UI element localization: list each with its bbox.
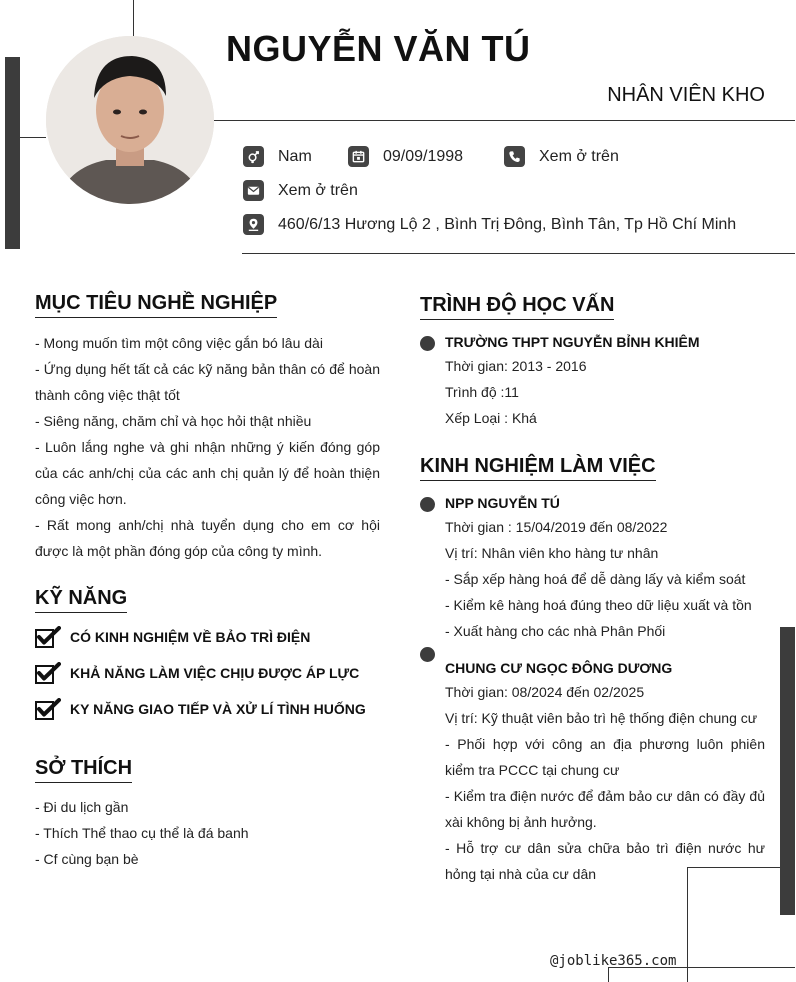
header-divider [214,120,795,121]
education-details [445,353,775,431]
calendar-icon [348,146,369,167]
top-vertical-line [133,0,134,36]
hobby-item: - Thích Thể thao cụ thể là đá banh [35,825,249,841]
right-accent-bar [780,627,795,915]
job-line: - Kiểm kê hàng hoá đúng theo dữ liệu xuất và tồn [445,597,752,613]
skill-item [35,698,366,720]
left-accent-bar [5,57,20,249]
objective-item: - Luôn lắng nghe và ghi nhận những ý kiến đóng góp của các anh/chị của các anh chị quản lý để hoàn thiện công việc hơn. [35,439,380,507]
education-time: Thời gian: 2013 - 2016 [445,358,587,374]
candidate-name: NGUYỄN VĂN TÚ [226,28,531,69]
phone-value: Xem ở trên [539,147,619,165]
hobby-item: - Đi du lịch gần [35,799,129,815]
contact-divider [242,253,795,254]
skill-label: KHẢ NĂNG LÀM VIỆC CHỊU ĐƯỢC ÁP LỰC [70,665,360,681]
checkbox-checked-icon [35,626,61,648]
email-row [243,180,358,201]
objective-item: - Rất mong anh/chị nhà tuyển dụng cho em cơ hội được là một phần đóng góp của công ty mình. [35,517,380,559]
avatar-portrait-icon [46,36,214,204]
email-icon [243,180,264,201]
job-line: - Sắp xếp hàng hoá để dễ dàng lấy và kiểm soát [445,571,746,587]
skill-label: KY NĂNG GIAO TIẾP VÀ XỬ LÍ TÌNH HUỐNG [70,701,366,717]
job-details [445,514,770,644]
job-line: Thời gian: 08/2024 đến 02/2025 [445,684,645,700]
left-connector-line [20,137,46,138]
hobbies-text [35,794,380,872]
skills-heading: KỸ NĂNG [35,587,127,613]
gender-value: Nam [278,147,312,165]
objective-item: - Siêng năng, chăm chỉ và học hỏi thật nhiều [35,413,312,429]
job-line: Vị trí: Nhân viên kho hàng tư nhân [445,545,659,561]
timeline-dot [420,647,435,662]
job-line: - Phối hợp với công an địa phương luôn phiên kiểm tra PCCC tại chung cư [445,736,765,778]
hobby-item: - Cf cùng bạn bè [35,851,139,867]
job-details [445,679,765,887]
job-line: - Xuất hàng cho các nhà Phân Phối [445,623,666,639]
education-heading: TRÌNH ĐỘ HỌC VẤN [420,294,614,320]
phone-row [504,146,619,167]
birthday-value: 09/09/1998 [383,147,464,165]
skill-item [35,662,359,684]
location-pin-icon [243,214,264,235]
watermark: @joblike365.com [550,953,677,969]
avatar [46,36,214,204]
hobbies-heading: SỞ THÍCH [35,757,132,783]
timeline-dot [420,336,435,351]
checkbox-checked-icon [35,662,61,684]
job-line: Vị trí: Kỹ thuật viên bảo trì hệ thống điện chung cư [445,710,758,726]
skill-label: CÓ KINH NGHIỆM VỀ BẢO TRÌ ĐIỆN [70,629,311,645]
email-value: Xem ở trên [278,181,358,199]
job-line: - Kiểm tra điện nước để đảm bảo cư dân có đầy đủ xài không bị ảnh hưởng. [445,788,765,830]
job-title: NHÂN VIÊN KHO [607,84,765,106]
timeline-dot [420,497,435,512]
experience-heading: KINH NGHIỆM LÀM VIỆC [420,455,656,481]
checkbox-checked-icon [35,698,61,720]
company-name: NPP NGUYỄN TÚ [445,495,560,511]
objective-heading: MỤC TIÊU NGHỀ NGHIỆP [35,292,277,318]
job-line: Thời gian : 15/04/2019 đến 08/2022 [445,519,668,535]
gender-icon [243,146,264,167]
address-row [243,214,736,235]
objective-text [35,330,380,564]
objective-item: - Ứng dụng hết tất cả các kỹ năng bản thân có để hoàn thành công việc thật tốt [35,361,380,403]
phone-icon [504,146,525,167]
objective-item: - Mong muốn tìm một công việc gắn bó lâu dài [35,335,323,351]
education-rank: Xếp Loại : Khá [445,410,537,426]
gender-row [243,146,312,167]
education-level: Trình độ :11 [445,384,519,400]
company-name: CHUNG CƯ NGỌC ĐÔNG DƯƠNG [445,660,673,676]
birthday-row [348,146,463,167]
skill-item [35,626,310,648]
job-line: - Hỗ trợ cư dân sửa chữa bảo trì điện nước hư hỏng tại nhà của cư dân [445,840,765,882]
address-value: 460/6/13 Hương Lộ 2 , Bình Trị Đông, Bình Tân, Tp Hồ Chí Minh [278,215,737,233]
footer-tick [608,967,609,982]
school-name: TRƯỜNG THPT NGUYỄN BỈNH KHIÊM [445,334,700,350]
